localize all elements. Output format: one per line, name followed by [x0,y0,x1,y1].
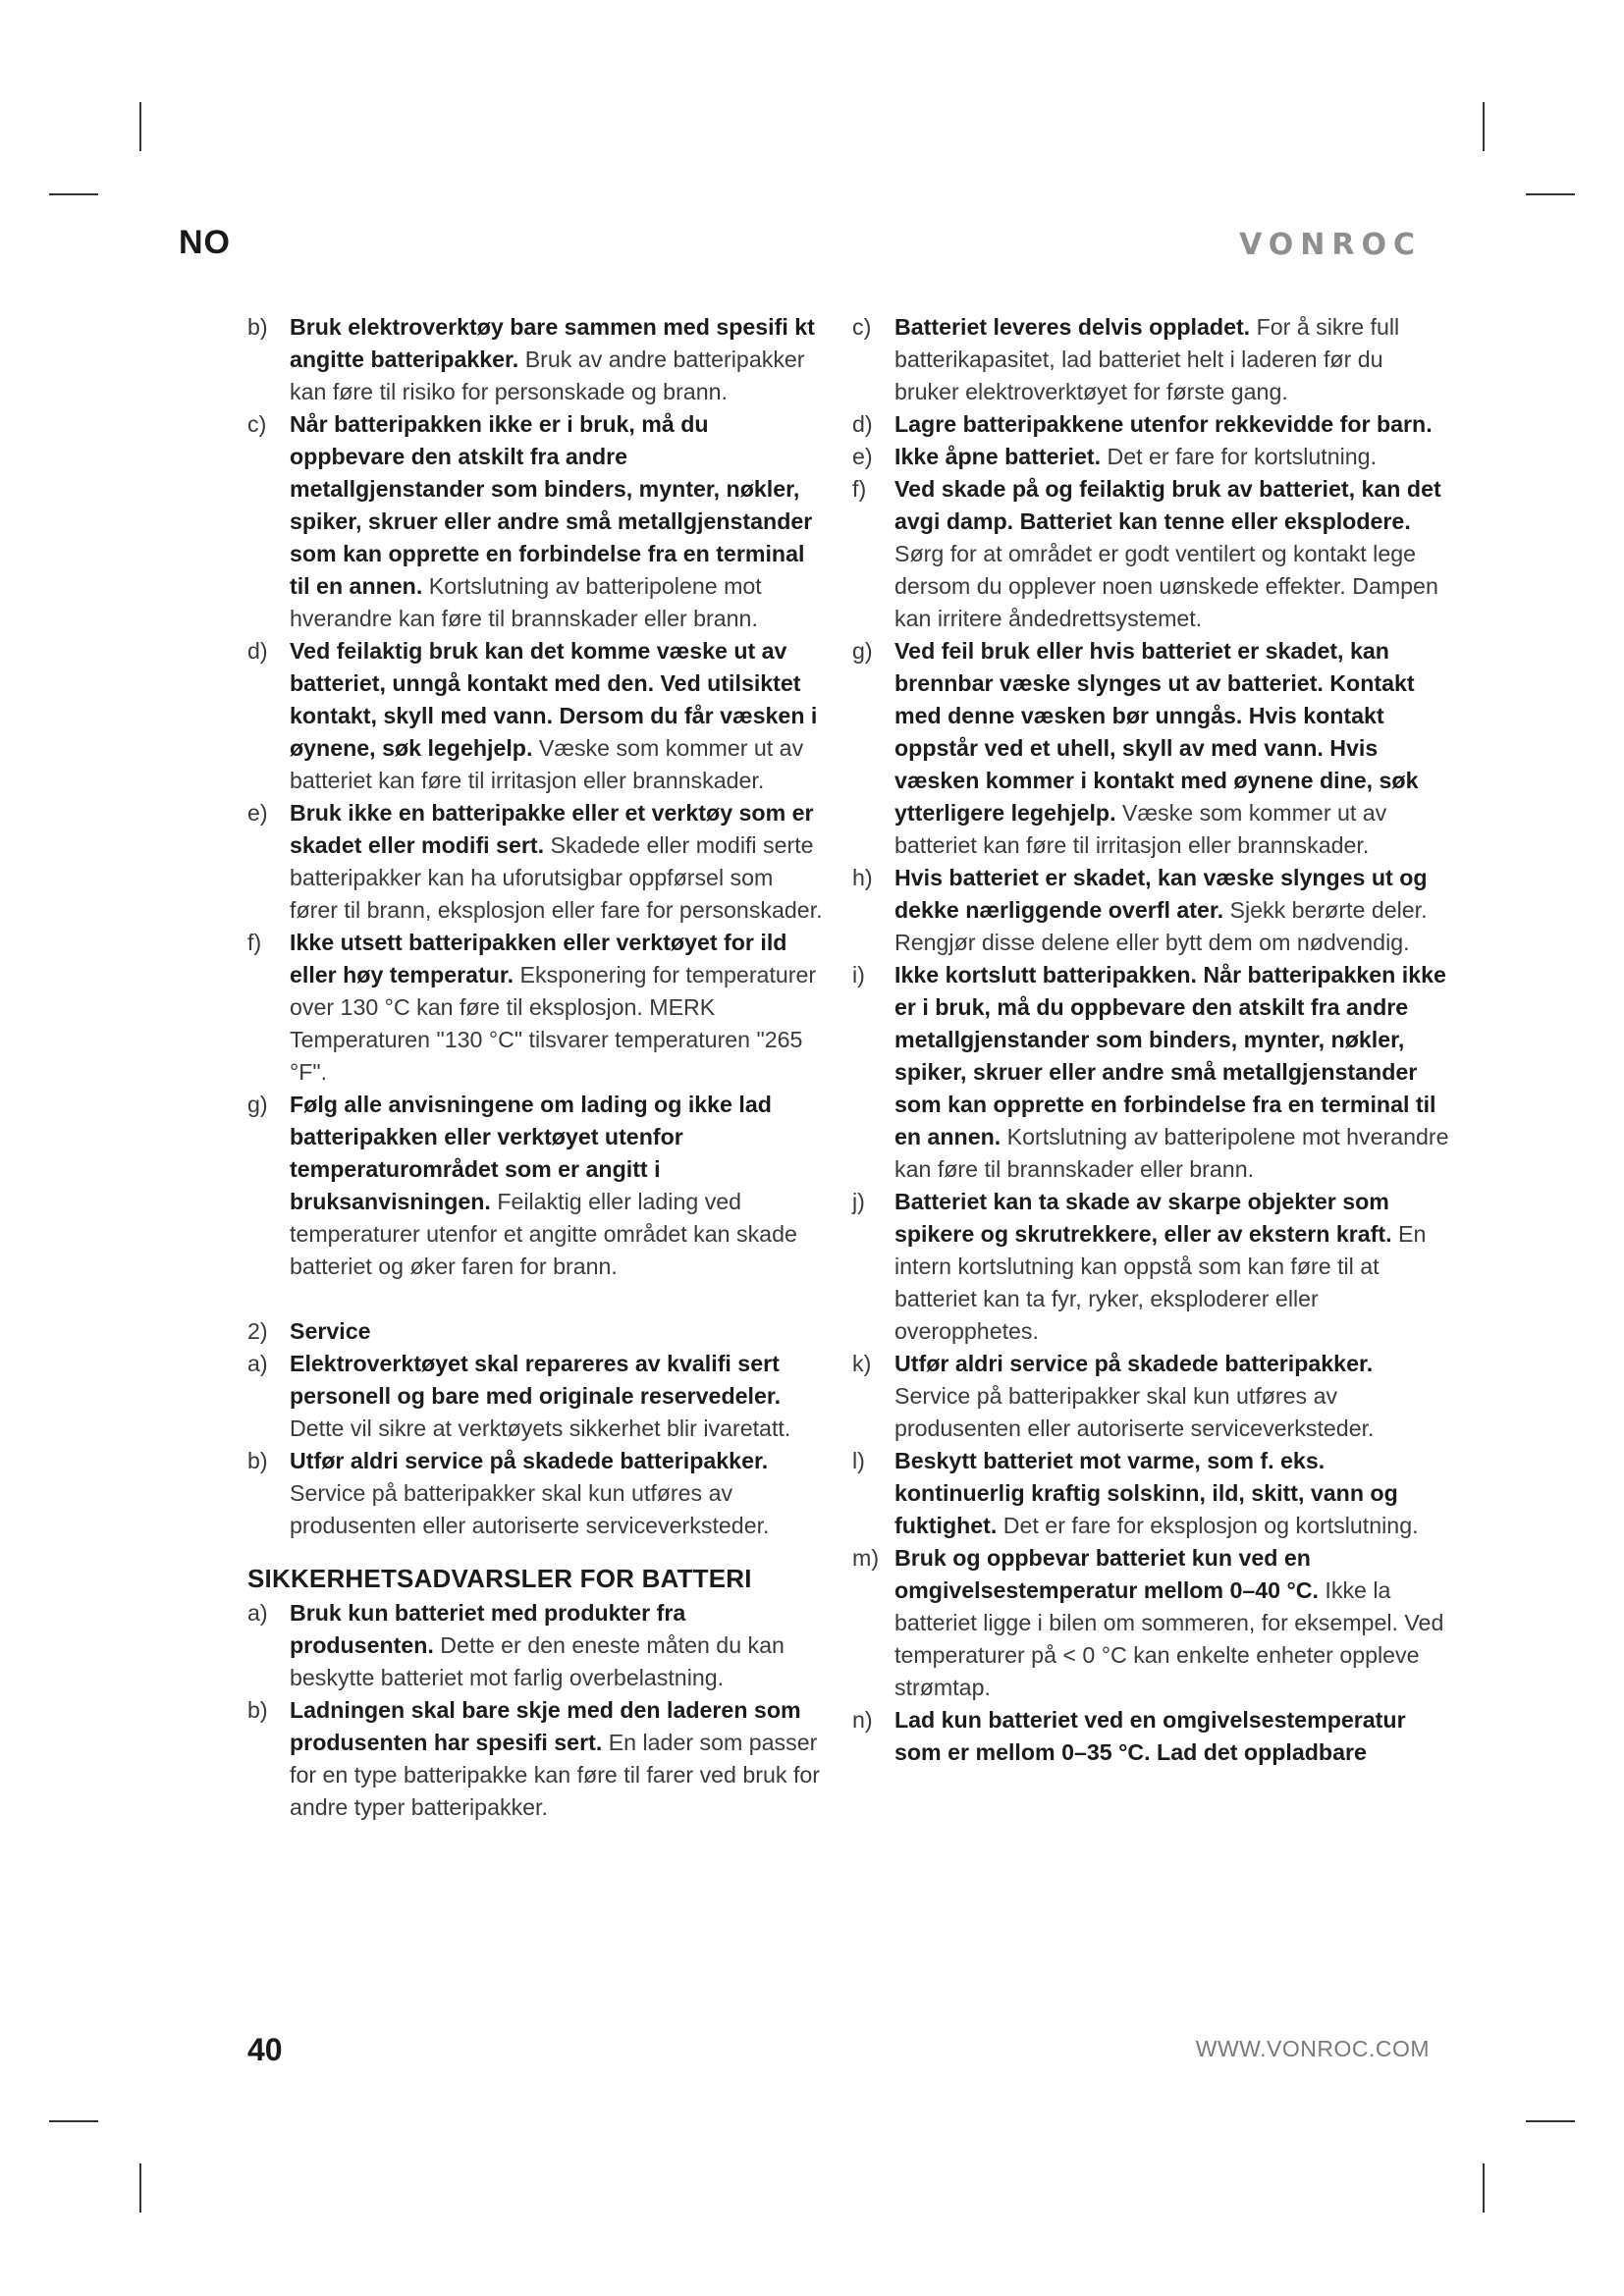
list-item: a) Elektroverktøyet skal repareres av kvalifi sert personell og bare med originale reservedeler. Dette vil sikre at verktøyets sikkerhet blir ivaretatt. [247,1351,791,1441]
crop-mark [139,102,141,151]
list-item: g) Følg alle anvisningene om lading og ikke lad batteripakken eller verktøyet utenfor temperaturområdet som er angitt i bruksanvisningen. Feilaktig eller lading ved temperaturer utenfor et angitte området kan skade batteriet og øker faren for brann. [247,1092,797,1279]
list-item: j) Batteriet kan ta skade av skarpe objekter som spikere og skrutrekkere, eller av ekstern kraft. En intern kortslutning kan oppstå som kan føre til at batteriet kan ta fyr, ryker, eksploderer eller overopphetes. [852,1189,1427,1344]
list-item: g) Ved feil bruk eller hvis batteriet er skadet, kan brennbar væske slynges ut av batteriet. Kontakt med denne væsken bør unngås. Hvis kontakt oppstår ved et uhell, skyll av med vann. Hvis væsken kommer i kontakt med øynene dine, søk ytterligere legehjelp. Væske som kommer ut av batteriet kan føre til irritasjon eller brannskader. [852,638,1419,858]
list-item: n) Lad kun batteriet ved en omgivelsestemperatur som er mellom 0–35 °C. Lad det oppladbare [852,1707,1406,1765]
list-item: b) Bruk elektroverktøy bare sammen med spesifi kt angitte batteripakker. Bruk av andre batteripakker kan føre til risiko for personskade og brann. [247,314,815,404]
crop-mark [1483,102,1485,151]
crop-mark [1526,193,1575,195]
crop-mark [1483,2163,1485,2213]
list-item: f) Ved skade på og feilaktig bruk av batteriet, kan det avgi damp. Batteriet kan tenne eller eksplodere. Sørg for at området er godt ventilert og kontakt lege dersom du opplever noen uønskede effekter. Dampen kan irritere åndedrettsystemet. [852,476,1441,631]
crop-mark [49,2120,98,2122]
brand-logo: VONROC [1239,228,1422,262]
language-code: NO [179,224,231,261]
list-item: c) Når batteripakken ikke er i bruk, må du oppbevare den atskilt fra andre metallgjenstander som binders, mynter, nøkler, spiker, skruer eller andre små metallgjenstander som kan opprette en forbindelse fra en terminal til en annen. Kortslutning av batteripolene mot hverandre kan føre til brannskader eller brann. [247,411,813,631]
page-number: 40 [247,2032,283,2067]
list-item: d) Ved feilaktig bruk kan det komme væske ut av batteriet, unngå kontakt med den. Ved utilsiktet kontakt, skyll med vann. Dersom du får væsken i øynene, søk legehjelp. Væske som kommer ut av batteriet kan føre til irritasjon eller brannskader. [247,638,818,793]
list-item: h) Hvis batteriet er skadet, kan væske slynges ut og dekke nærliggende overfl ater. Sjekk berørte deler. Rengjør disse delene eller bytt dem om nødvendig. [852,865,1428,955]
list-item: k) Utfør aldri service på skadede batteripakker. Service på batteripakker skal kun utføres av produsenten eller autoriserte serviceverksteder. [852,1351,1375,1441]
list-item: b) Utfør aldri service på skadede batteripakker. Service på batteripakker skal kun utføres av produsenten eller autoriserte serviceverksteder. [247,1448,770,1538]
left-column [247,311,827,1824]
list-item: i) Ikke kortslutt batteripakken. Når batteripakken ikke er i bruk, må du oppbevare den atskilt fra andre metallgjenstander som binders, mynter, nøkler, spiker, skruer eller andre små metallgjenstander som kan opprette en forbindelse fra en terminal til en annen. Kortslutning av batteripolene mot hverandre kan føre til brannskader eller brann. [852,962,1449,1182]
crop-mark [139,2163,141,2213]
crop-mark [49,193,98,195]
list-item: l) Beskytt batteriet mot varme, som f. eks. kontinuerlig kraftig solskinn, ild, skitt, vann og fuktighet. Det er fare for eksplosjon og kortslutning. [852,1448,1419,1538]
section-title-service: 2) Service [247,1318,371,1344]
list-item: d) Lagre batteripakkene utenfor rekkevidde for barn. [852,411,1433,437]
list-item: b) Ladningen skal bare skje med den laderen som produsenten har spesifi sert. En lader som passer for en type batteripakke kan føre til farer ved bruk for andre typer batteripakker. [247,1697,821,1820]
list-item: m) Bruk og oppbevar batteriet kun ved en omgivelsestemperatur mellom 0–40 °C. Ikke la batteriet ligge i bilen om sommeren, for eksempel. Ved temperaturer på < 0 °C kan enkelte enheter oppleve strømtap. [852,1545,1444,1700]
crop-mark [1526,2120,1575,2122]
list-item: e) Ikke åpne batteriet. Det er fare for kortslutning. [852,444,1378,469]
right-column [852,311,1451,1769]
list-item: f) Ikke utsett batteripakken eller verktøyet for ild eller høy temperatur. Eksponering for temperaturer over 130 °C kan føre til eksplosjon. MERK Temperaturen "130 °C" tilsvarer temperaturen "265 °F". [247,930,817,1085]
list-item: c) Batteriet leveres delvis oppladet. For å sikre full batterikapasitet, lad batteriet helt i laderen før du bruker elektroverktøyet for første gang. [852,314,1400,404]
list-item: a) Bruk kun batteriet med produkter fra produsenten. Dette er den eneste måten du kan beskytte batteriet mot farlig overbelastning. [247,1600,785,1690]
list-item: e) Bruk ikke en batteripakke eller et verktøy som er skadet eller modifi sert. Skadede eller modifi serte batteripakker kan ha uforutsigbar oppførsel som fører til brann, eksplosjon eller fare for personskader. [247,800,823,923]
website-url: WWW.VONROC.COM [1195,2036,1430,2061]
section-heading-battery: SIKKERHETSADVARSLER FOR BATTERI [247,1564,752,1593]
